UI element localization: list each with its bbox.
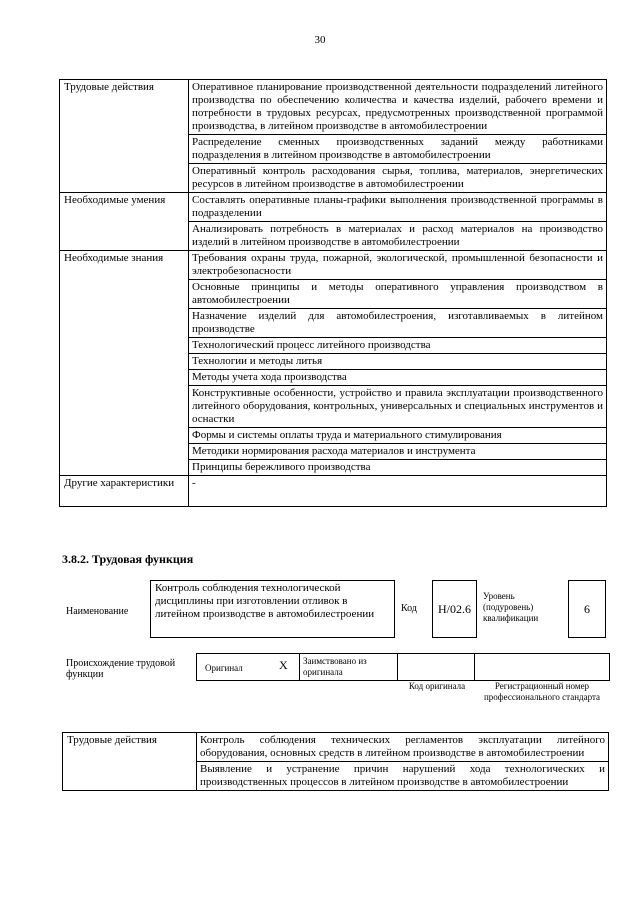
code-label: Код	[401, 603, 417, 614]
labor-actions-table	[62, 732, 609, 791]
original-mark: X	[279, 658, 288, 672]
table-cell: Конструктивные особенности, устройство и правила эксплуатации производственного литейного оборудования, контрольных, универсальных и специальных инструментов и оснастки	[189, 386, 607, 428]
row-label-required-knowledge: Необходимые знания	[60, 251, 189, 476]
origin-label: Происхождение трудовой функции	[66, 658, 176, 680]
original-label: Оригинал	[205, 663, 243, 673]
name-label: Наименование	[66, 606, 129, 617]
table-cell: Технологический процесс литейного производства	[189, 338, 607, 354]
row-label-labor-actions: Трудовые действия	[60, 80, 189, 193]
table-cell: Выявление и устранение причин нарушений хода технологических и производственных процессов в литейном производстве в автомобилестроении	[197, 762, 609, 791]
code-original-box	[397, 653, 475, 681]
labor-function-table	[59, 79, 607, 507]
qualification-level-box: 6	[568, 580, 606, 638]
table-cell: Методы учета хода производства	[189, 370, 607, 386]
table-cell: Принципы бережливого производства	[189, 460, 607, 476]
table-cell: Оперативный контроль расходования сырья, топлива, материалов, энергетических ресурсов в литейном производстве в автомобилестроении	[189, 164, 607, 193]
table-cell: Назначение изделий для автомобилестроения, изготавливаемых в литейном производстве	[189, 309, 607, 338]
table-cell: Составлять оперативные планы-графики выполнения производственной программы в подразделении	[189, 193, 607, 222]
table-cell: Основные принципы и методы оперативного управления производством в автомобилестроении	[189, 280, 607, 309]
row-label-required-skills: Необходимые умения	[60, 193, 189, 251]
reg-number-box	[474, 653, 610, 681]
table-cell: Технологии и методы литья	[189, 354, 607, 370]
table-cell: Оперативное планирование производственной деятельности подразделений литейного производства по обеспечению количества и качества изделий, рабочего времени и потребности в трудовых ресурсах, предусмотренных производственной программой производства, в литейном производстве в автомобилестроении	[189, 80, 607, 135]
table-cell: Требования охраны труда, пожарной, экологической, промышленной безопасности и электробезопасности	[189, 251, 607, 280]
table-cell: Контроль соблюдения технических регламентов эксплуатации литейного оборудования, основных средств в литейном производстве в автомобилестроении	[197, 733, 609, 762]
row-label-labor-actions-2: Трудовые действия	[63, 733, 197, 791]
borrowed-box	[299, 653, 398, 681]
page-number: 30	[314, 34, 326, 46]
borrowed-label: Заимствовано из оригинала	[303, 656, 367, 677]
qualification-level-label: Уровень (подуровень) квалификации	[483, 591, 539, 623]
table-cell: Методики нормирования расхода материалов и инструмента	[189, 444, 607, 460]
table-cell: Формы и системы оплаты труда и материального стимулирования	[189, 428, 607, 444]
section-title: 3.8.2. Трудовая функция	[62, 552, 194, 566]
original-box	[196, 653, 300, 681]
table-cell: Распределение сменных производственных заданий между работниками подразделения в литейном производстве в автомобилестроении	[189, 135, 607, 164]
reg-number-label: Регистрационный номер профессионального стандарта	[483, 681, 601, 702]
table-cell: Анализировать потребность в материалах и расход материалов на производство изделий в литейном производстве в автомобилестроении	[189, 222, 607, 251]
row-label-other-characteristics: Другие характеристики	[60, 476, 189, 507]
table-cell: -	[189, 476, 607, 507]
code-value-box: H/02.6	[432, 580, 477, 638]
code-original-label: Код оригинала	[408, 681, 466, 691]
function-name-box: Контроль соблюдения технологической дисциплины при изготовлении отливок в литейном производстве в автомобилестроении	[150, 580, 395, 638]
